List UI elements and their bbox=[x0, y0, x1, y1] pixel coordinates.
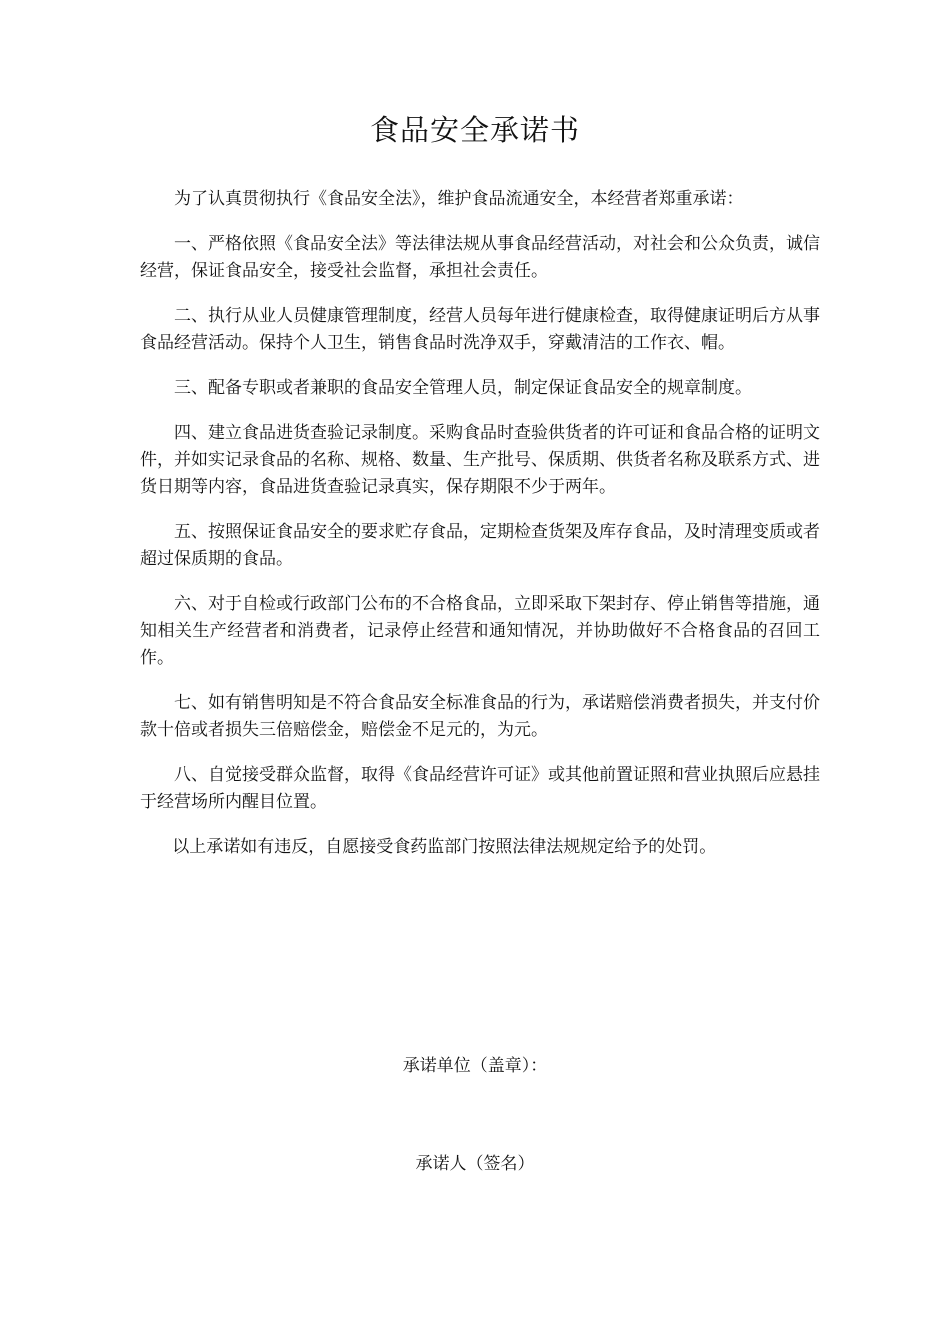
document-title: 食品安全承诺书 bbox=[369, 113, 580, 147]
commitment-item-2: 二、执行从业人员健康管理制度，经营人员每年进行健康检查，取得健康证明后方从事食品经营活动。保持个人卫生，销售食品时洗净双手，穿戴清洁的工作衣、帽。 bbox=[140, 306, 820, 353]
signature-person-label: 承诺人（签名） bbox=[415, 1154, 535, 1174]
commitment-item-7: 七、如有销售明知是不符合食品安全标准食品的行为，承诺赔偿消费者损失，并支付价款十倍或者损失三倍赔偿金，赔偿金不足元的，为元。 bbox=[140, 693, 820, 740]
commitment-item-6: 六、对于自检或行政部门公布的不合格食品，立即采取下架封存、停止销售等措施，通知相关生产经营者和消费者，记录停止经营和通知情况，并协助做好不合格食品的召回工作。 bbox=[140, 594, 820, 668]
commitment-item-4: 四、建立食品进货查验记录制度。采购食品时查验供货者的许可证和食品合格的证明文件，并如实记录食品的名称、规格、数量、生产批号、保质期、供货者名称及联系方式、进货日期等内容，食品进货查验记录真实，保存期限不少于两年。 bbox=[140, 423, 820, 497]
commitment-item-1: 一、严格依照《食品安全法》等法律法规从事食品经营活动，对社会和公众负责，诚信经营，保证食品安全，接受社会监督，承担社会责任。 bbox=[140, 234, 820, 281]
document-body bbox=[140, 186, 820, 879]
intro-paragraph: 为了认真贯彻执行《食品安全法》，维护食品流通安全，本经营者郑重承诺： bbox=[174, 189, 744, 209]
closing-paragraph: 以上承诺如有违反，自愿接受食药监部门按照法律法规规定给予的处罚。 bbox=[172, 837, 717, 857]
commitment-item-5: 五、按照保证食品安全的要求贮存食品，定期检查货架及库存食品，及时清理变质或者超过保质期的食品。 bbox=[140, 522, 820, 569]
signature-unit-label: 承诺单位（盖章）： bbox=[402, 1056, 548, 1076]
commitment-item-3: 三、配备专职或者兼职的食品安全管理人员，制定保证食品安全的规章制度。 bbox=[174, 378, 752, 398]
commitment-item-8: 八、自觉接受群众监督，取得《食品经营许可证》或其他前置证照和营业执照后应悬挂于经营场所内醒目位置。 bbox=[140, 765, 820, 812]
